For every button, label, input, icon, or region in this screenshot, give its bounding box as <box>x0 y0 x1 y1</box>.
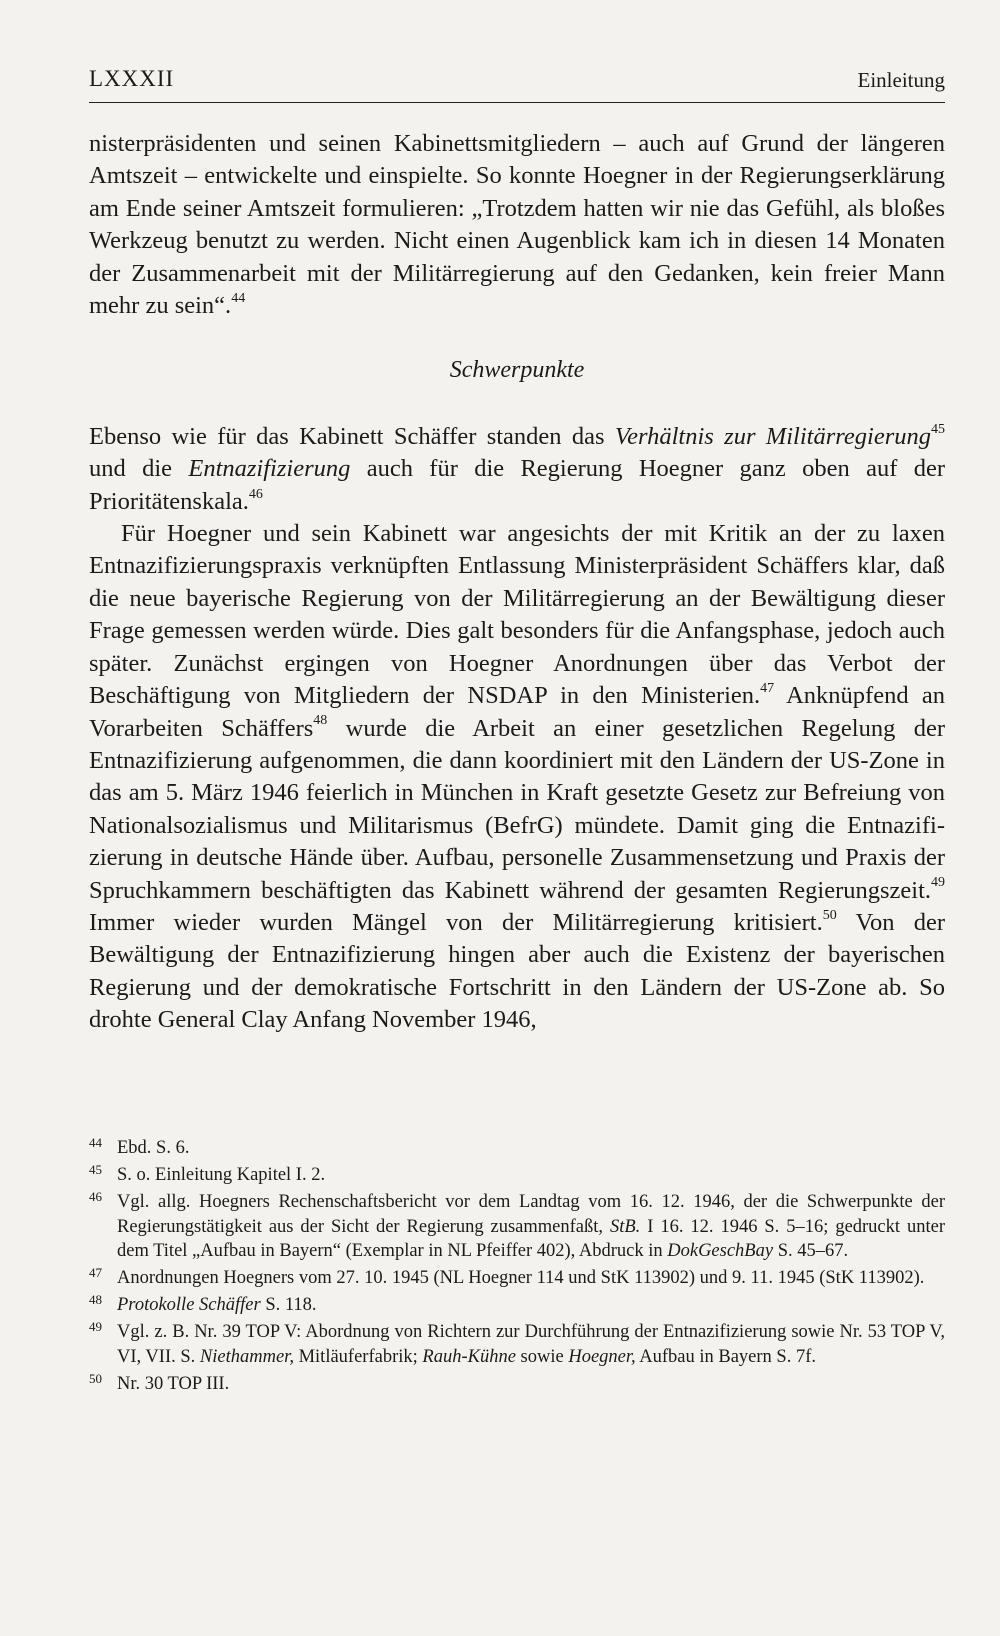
footnote-46 <box>89 1190 945 1263</box>
footnote-ref-44[interactable]: 44 <box>231 290 246 306</box>
footnote-citation: Niethammer, <box>199 1346 294 1367</box>
paragraph-2-text: und die <box>89 455 189 483</box>
paragraph-3-text: Von der Bewältigung der Entnazifizierung hingen aber auch die Existenz der bayerischen Regierung und der demokratische Fortschritt in den Ländern der US-Zone ab. So drohte General Clay Anfang November 1946, <box>89 908 945 1034</box>
footnote-citation: DokGeschBay <box>667 1240 774 1261</box>
footnote-ref-45[interactable]: 45 <box>930 421 945 437</box>
footnote-citation: Protokolle Schäffer <box>117 1295 261 1316</box>
footnote-citation: Rauh-Kühne <box>422 1346 516 1367</box>
footnote-number: 50 <box>89 1370 102 1386</box>
footnote-number: 44 <box>89 1135 102 1150</box>
footnote-text: S. o. Einleitung Kapitel I. 2. <box>117 1165 326 1186</box>
footnote-ref-48[interactable]: 48 <box>313 713 328 729</box>
footnote-50 <box>89 1372 945 1396</box>
footnote-48 <box>89 1293 945 1317</box>
running-title: Einleitung <box>857 68 945 92</box>
footnote-44 <box>89 1136 945 1160</box>
footnote-text: sowie <box>515 1346 569 1367</box>
footnote-ref-47[interactable]: 47 <box>760 680 775 696</box>
paragraph-3 <box>89 518 945 1037</box>
footnote-49 <box>89 1320 945 1368</box>
footnote-ref-46[interactable]: 46 <box>248 486 263 502</box>
paragraph-3-text: Anknüpfend an Vorarbeiten Schäffers <box>89 682 945 742</box>
footnote-number: 47 <box>89 1265 102 1281</box>
footnote-ref-50[interactable]: 50 <box>822 907 837 923</box>
footnote-text: S. 45–67. <box>773 1240 849 1261</box>
page-header <box>89 62 945 103</box>
footnote-text: Ebd. S. 6. <box>117 1138 190 1158</box>
emphasis-entnazifizierung: Entnazifizierung <box>188 455 351 483</box>
page-number: LXXXII <box>89 66 175 91</box>
footnote-text: Vgl. z. B. Nr. 39 TOP V: Abordnung von Richtern zur Durchführung der Entnazifizierung sowie Nr. 53 TOP V, VI, VII. S. <box>117 1322 945 1367</box>
footnote-number: 46 <box>89 1189 102 1205</box>
paragraph-2-text: Ebenso wie für das Kabinett Schäffer standen das <box>89 422 615 450</box>
paragraph-2 <box>89 421 945 518</box>
footnote-47 <box>89 1266 945 1290</box>
footnote-text: Aufbau in Bayern S. 7f. <box>635 1346 817 1367</box>
footnotes <box>89 1136 945 1399</box>
footnote-citation: Hoegner, <box>568 1346 636 1367</box>
footnote-text: Anordnungen Hoegners vom 27. 10. 1945 (NL Hoegner 114 und StK 113902) und 9. 11. 1945 (StK 113902). <box>117 1268 925 1289</box>
footnote-number: 48 <box>89 1292 102 1308</box>
paragraph-3-text: Für Hoegner und sein Kabinett war angesichts der mit Kritik an der zu laxen Entnazifizierungspraxis verknüpften Entlassung Ministerpräsident Schäffers klar, daß die neue bayerische Regierung von der Militärregierung an der Bewältigung dieser Frage gemessen werden würde. Dies galt besonders für die Anfangsphase, jedoch auch später. Zunächst ergingen von Hoegner Anordnungen über das Verbot der Beschäftigung von Mitgliedern der NSDAP in den Ministerien. <box>89 520 945 710</box>
footnote-45 <box>89 1163 945 1187</box>
footnote-text: I 16. 12. 1946 S. 5–16; gedruckt unter dem Titel „Aufbau in Bayern“ (Exemplar in NL Pfeiffer 402), Abdruck in <box>117 1216 945 1261</box>
footnote-text: Vgl. allg. Hoegners Rechenschaftsbericht vor dem Landtag vom 16. 12. 1946, der die Schwerpunkte der Regierungstätigkeit aus der Sicht der Regierung zusammenfaßt, <box>117 1192 945 1237</box>
footnote-number: 45 <box>89 1162 102 1178</box>
paragraph-2-text: auch für die Regierung Hoegner ganz oben auf der Prioritätenskala. <box>89 455 946 515</box>
footnote-number: 49 <box>89 1319 102 1335</box>
paragraph-1 <box>89 128 945 322</box>
footnote-text: Nr. 30 TOP III. <box>117 1373 230 1394</box>
section-heading: Schwerpunkte <box>449 357 585 384</box>
paragraph-3-text: wurde die Arbeit an einer gesetzlichen Regelung der Entnazifizierung aufgenommen, die dann koordiniert mit den Ländern der US-Zone in das am 5. März 1946 feierlich in München in Kraft gesetzte Gesetz zur Befreiung von Nationalsozialismus und Militarismus (BefrG) mündete. Damit ging die Entnazifizierung in deutsche Hände über. Aufbau, personelle Zusammensetzung und Praxis der Spruchkammern beschäftigten das Kabinett während der gesamten Regierungszeit. <box>89 714 945 904</box>
footnote-text: S. 118. <box>260 1295 317 1316</box>
main-text <box>89 128 945 1037</box>
footnote-citation: StB. <box>609 1216 641 1237</box>
paragraph-3-text: Immer wieder wurden Mängel von der Militärregierung kritisiert. <box>89 908 823 936</box>
footnote-text: Mitläuferfabrik; <box>293 1346 423 1367</box>
emphasis-militaerregierung: Verhältnis zur Militärregierung <box>614 422 931 450</box>
footnote-ref-49[interactable]: 49 <box>931 875 945 891</box>
paragraph-1-text: nisterpräsidenten und seinen Kabinettsmitgliedern – auch auf Grund der längeren Amtszeit – entwickelte und einspielte. So konnte Hoegner in der Regierungserklärung am Ende seiner Amtszeit formulieren: „Trotzdem hatten wir nie das Gefühl, als bloßes Werkzeug benutzt zu werden. Nicht einen Augenblick kam ich in diesen 14 Monaten der Zusammenarbeit mit der Militärregierung auf den Gedanken, kein freier Mann mehr zu sein“. <box>89 130 945 320</box>
